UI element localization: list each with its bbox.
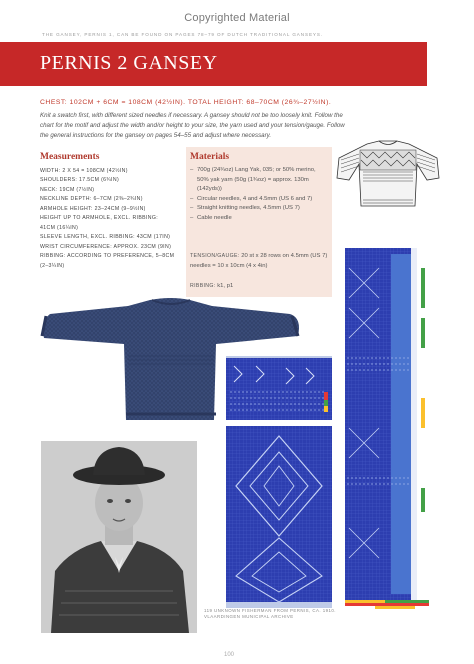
tension-gauge: TENSION/GAUGE: 20 st x 28 rows on 4.5mm (US 7) needles = 10 x 10cm (4 x 4in)	[190, 253, 328, 269]
fisherman-portrait-photo	[41, 441, 197, 633]
measurement-line: NECKLINE DEPTH: 6–7CM (2⅜–2¾IN)	[40, 196, 143, 203]
watermark: Copyrighted Material	[184, 12, 290, 24]
measurement-line: SHOULDERS: 17.5CM (6¾IN)	[40, 177, 120, 184]
ribbing-note: RIBBING: k1, p1	[190, 283, 234, 289]
measurement-line: WIDTH: 2 X 54 = 108CM (42½IN)	[40, 168, 128, 174]
measurements-list	[40, 167, 188, 271]
gansey-sketch-icon	[333, 138, 443, 210]
photo-caption: 119 UNKNOWN FISHERMAN FROM PERNIS, CA. 1910. VLAARDINGEN MUNICIPAL ARCHIVE	[204, 608, 336, 620]
measurement-line: NECK: 19CM (7½IN)	[40, 186, 95, 193]
materials-item: – Cable needle	[190, 214, 232, 221]
measurement-line: HEIGHT UP TO ARMHOLE, EXCL. RIBBING:	[40, 215, 159, 222]
materials-heading: Materials	[190, 152, 230, 162]
materials-item: – Straight knitting needles, 4.5mm (US 7)	[190, 205, 300, 212]
measurement-line: WRIST CIRCUMFERENCE: APPROX. 23CM (9IN)	[40, 243, 172, 250]
running-head: THE GANSEY, PERNIS 1, CAN BE FOUND ON PAGES 78–79 OF DUTCH TRADITIONAL GANSEYS.	[42, 32, 324, 37]
measurements-heading: Measurements	[40, 152, 100, 162]
page-number: 100	[224, 652, 235, 658]
measurement-line: 41CM (16¼IN)	[40, 224, 79, 231]
chart-body	[226, 426, 332, 608]
page-title: PERNIS 2 GANSEY	[40, 52, 218, 74]
materials-list	[190, 166, 328, 224]
materials-item: – 700g (24¾oz) Lang Yak, 035; or 50% merino, 50% yak yarn (50g (1¾oz) = approx. 130m (142yds))	[190, 167, 316, 193]
measurement-line: RIBBING: ACCORDING TO PREFERENCE, 5–8CM	[40, 253, 175, 260]
chart-yoke	[226, 356, 332, 420]
measurement-line: ARMHOLE HEIGHT: 23–24CM (9–9½IN)	[40, 205, 146, 212]
size-summary: CHEST: 102CM + 6CM = 108CM (42½IN). TOTAL HEIGHT: 68–70CM (26¾–27½IN).	[40, 99, 332, 106]
materials-item: – Circular needles, 4 and 4.5mm (US 6 and 7)	[190, 195, 313, 202]
measurement-line: SLEEVE LENGTH, EXCL. RIBBING: 43CM (17IN)	[40, 234, 171, 241]
chart-sleeve-strip	[345, 248, 431, 612]
intro-paragraph: Knit a swatch first, with different sized needles if necessary. A gansey should not be too loosely knit. Follow the chart for the motif and adjust the width and/or height to your size, the yarn used and your tension/gauge. Follow the general instructions for the gansey on pages 54–55 and adjust where necessary.	[40, 112, 345, 139]
measurement-line: (2–3¼IN)	[40, 262, 65, 269]
